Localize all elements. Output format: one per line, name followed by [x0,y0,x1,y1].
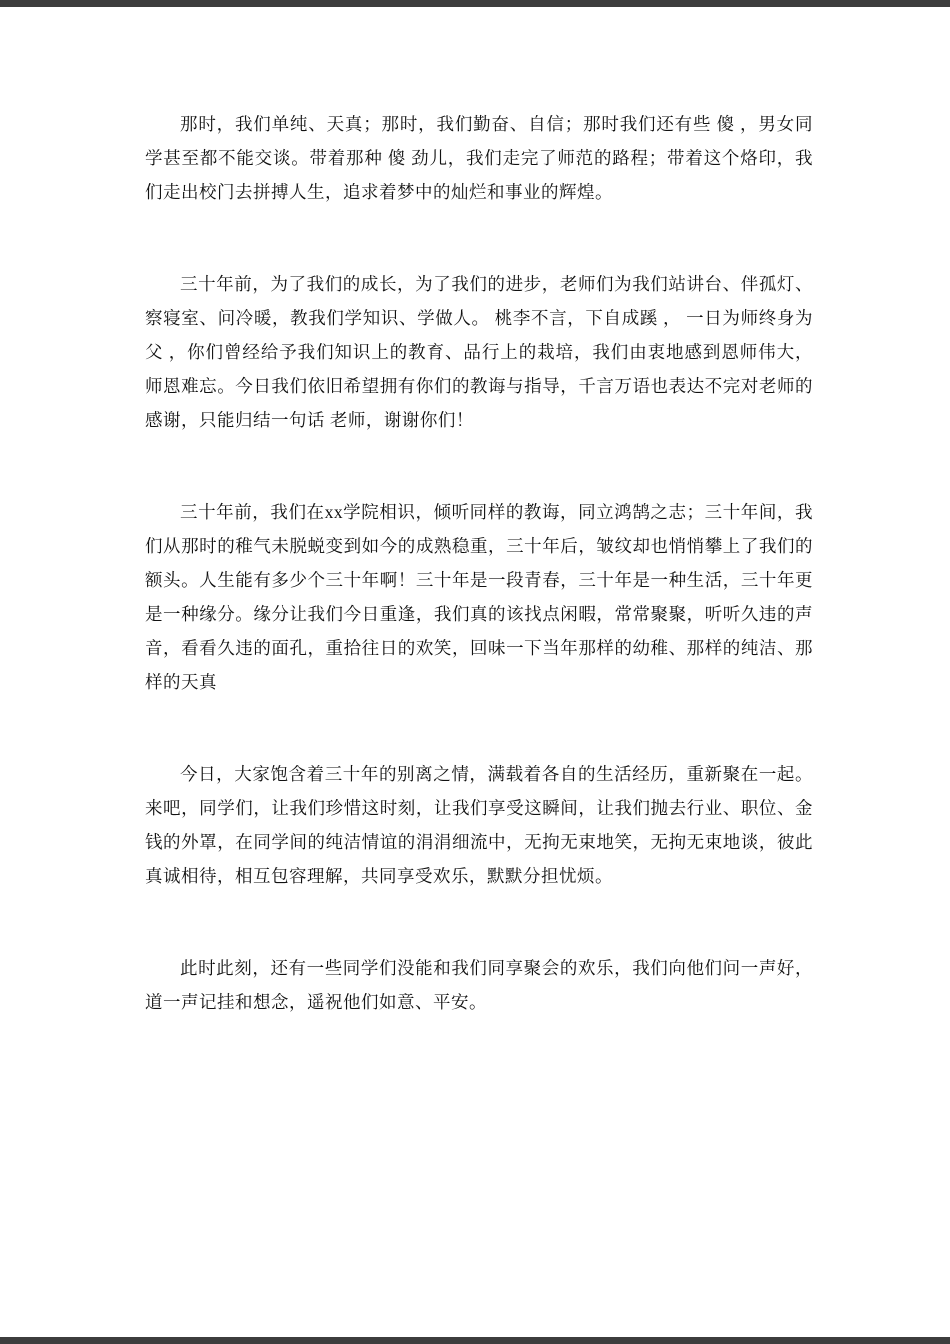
top-border [0,0,950,7]
paragraph-3: 三十年前，我们在xx学院相识，倾听同样的教诲，同立鸿鹄之志；三十年间，我们从那时的稚气未脱蜕变到如今的成熟稳重，三十年后，皱纹却也悄悄攀上了我们的额头。人生能有多少个三十年啊！三十年是一段青春，三十年是一种生活，三十年更是一种缘分。缘分让我们今日重逢，我们真的该找点闲暇，常常聚聚，听听久违的声音，看看久违的面孔，重拾往日的欢笑，回味一下当年那样的幼稚、那样的纯洁、那样的天真 [145,502,813,692]
document-body [145,7,813,1019]
paragraph-4: 今日，大家饱含着三十年的别离之情，满载着各自的生活经历，重新聚在一起。来吧，同学们，让我们珍惜这时刻，让我们享受这瞬间，让我们抛去行业、职位、金钱的外罩，在同学间的纯洁情谊的涓涓细流中，无拘无束地笑，无拘无束地谈，彼此真诚相待，相互包容理解，共同享受欢乐，默默分担忧烦。 [145,764,813,886]
bottom-border [0,1337,950,1344]
paragraph-1: 那时，我们单纯、天真；那时，我们勤奋、自信；那时我们还有些 傻 ，男女同学甚至都不能交谈。带着那种 傻 劲儿，我们走完了师范的路程；带着这个烙印，我们走出校门去拼搏人生，追求着梦中的灿烂和事业的辉煌。 [145,114,813,202]
paragraph-2: 三十年前，为了我们的成长，为了我们的进步，老师们为我们站讲台、伴孤灯、察寝室、问冷暖，教我们学知识、学做人。 桃李不言，下自成蹊 ， 一日为师终身为父 ，你们曾经给予我们知识上的教育、品行上的栽培，我们由衷地感到恩师伟大，师恩难忘。今日我们依旧希望拥有你们的教诲与指导，千言万语也表达不完对老师的感谢，只能归结一句话 老师，谢谢你们！ [145,274,813,430]
paragraph-5: 此时此刻，还有一些同学们没能和我们同享聚会的欢乐，我们向他们问一声好，道一声记挂和想念，遥祝他们如意、平安。 [145,958,813,1012]
